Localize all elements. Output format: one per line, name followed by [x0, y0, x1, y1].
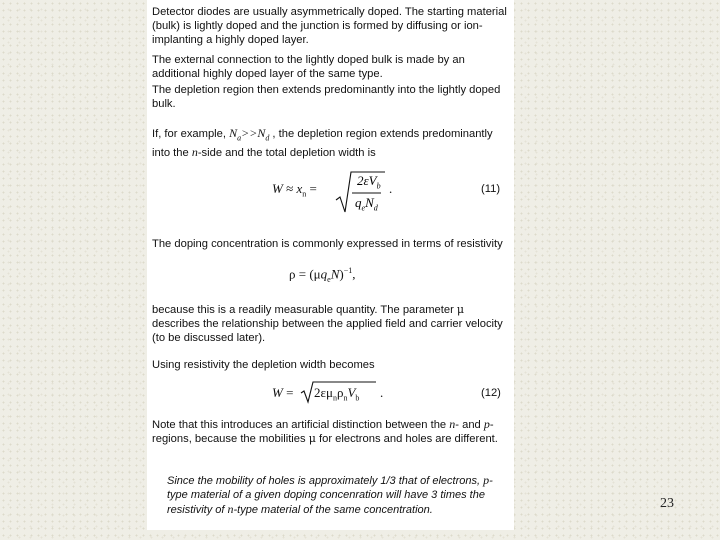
eq12-tail: .	[380, 385, 384, 400]
italic-note	[167, 473, 512, 517]
text: -side and the total depletion width is	[197, 147, 376, 160]
doping-inequality: $N_a>>N_d$	[229, 126, 270, 143]
n-symbol: n	[227, 502, 234, 516]
paragraph-example	[152, 126, 512, 160]
paragraph-asymmetric-doping: Detector diodes are usually asymmetrically doped. The starting material (bulk) is lightly doped and the junction is formed by diffusing or ion-implanting a highly doped layer.	[152, 6, 507, 46]
paragraph-depletion-region: The depletion region then extends predominantly into the lightly doped bulk.	[152, 84, 501, 110]
text: because this is a readily measurable quantity. The parameter	[152, 304, 457, 316]
paragraph-artificial-distinction	[152, 417, 512, 446]
text: for electrons and holes are different.	[315, 433, 498, 445]
eq12-label: (12)	[481, 387, 501, 399]
paragraph-using-resistivity: Using resistivity the depletion width becomes	[152, 359, 375, 371]
paragraph-external-connection: The external connection to the lightly doped bulk is made by an additional highly doped layer of the same type.	[152, 54, 465, 80]
text: describes the relationship between the applied field and carrier velocity (to be discussed later).	[152, 318, 503, 344]
eq12-lhs: W =	[272, 385, 294, 400]
eq11-denominator: $q_eN_d$	[355, 195, 378, 213]
text: - and	[455, 419, 484, 431]
eq11-label: (11)	[481, 183, 501, 195]
mu-symbol: μ	[308, 432, 316, 445]
eq11-tail: .	[389, 181, 393, 196]
text: Note that this introduces an artificial distinction between the	[152, 419, 450, 431]
text: -type material of the same concentration.	[233, 504, 433, 516]
equation-resistivity: $\rho = (\mu q_eN)^{-1}$,	[289, 266, 356, 284]
text: , the depletion region extends predominantly into the	[152, 128, 493, 160]
text: If, for example,	[152, 128, 230, 140]
text: -type material of a given doping concenration will have 3 times the resistivity of	[167, 475, 493, 516]
mu-symbol: μ	[456, 303, 465, 316]
page-number: 23	[660, 496, 674, 511]
eq11-numerator: $2\varepsilon V_b$	[357, 173, 381, 191]
text: - regions, because the mobilities	[152, 419, 494, 445]
eq11-lhs: $W \approx x_n$ =	[272, 181, 317, 199]
paragraph-mobility	[152, 303, 512, 345]
n-symbol: n	[449, 417, 456, 431]
p-symbol: p	[483, 473, 490, 487]
text: Since the mobility of holes is approximately 1/3 that of electrons,	[167, 475, 484, 487]
n-symbol: n	[191, 145, 198, 160]
eq12-radicand: $2\varepsilon\mu_n\rho_nV_b$	[314, 385, 360, 403]
document-page	[147, 0, 514, 530]
paragraph-resistivity: The doping concentration is commonly expressed in terms of resistivity	[152, 238, 503, 250]
p-symbol: p	[483, 417, 490, 431]
